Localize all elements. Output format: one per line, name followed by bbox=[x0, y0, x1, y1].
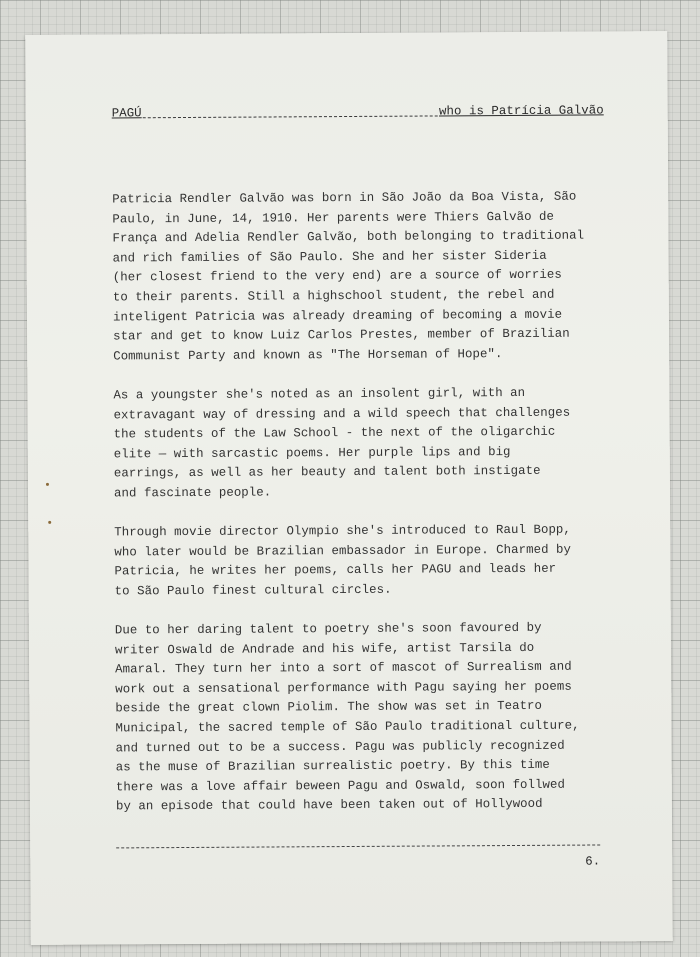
paper-sheet bbox=[25, 31, 673, 945]
paragraph-1: Patricia Rendler Galvão was born in São João da Boa Vista, São Paulo, in June, 14, 1910. Her parents were Thiers Galvão de França and Adelia Rendler Galvão, both belonging to traditional and rich families of São Paulo. She and her sister Sideria (her closest friend to the very end) are a source of worries to their parents. Still a highschool student, the rebel and inteligent Patricia was already dreaming of becoming a movie star and get to know Luiz Carlos Prestes, member of Brazilian Communist Party and known as "The Horseman of Hope". bbox=[112, 189, 585, 364]
header-dashed-rule bbox=[143, 114, 438, 118]
paragraph-3: Through movie director Olympio she's introduced to Raul Bopp, who later would be Brazilian embassador in Europe. Charmed by Patricia, he writes her poems, calls her PAGU and leads her to São Paulo finest cultural circles. bbox=[114, 522, 572, 599]
footer-dashed-rule bbox=[116, 844, 600, 848]
page-number: 6. bbox=[585, 854, 601, 869]
paragraph-2: As a youngster she's noted as an insolent girl, with an extravagant way of dressing and a wild speech that challenges the students of the Law School - the next of the oligarchic elite — with sarcastic poems. Her purple lips and big earrings, as well as her beauty and talent both instigate and fascinate people. bbox=[113, 385, 571, 501]
paper-speck bbox=[48, 521, 51, 524]
page-header bbox=[112, 103, 604, 120]
header-right-title: who is Patrícia Galvão bbox=[438, 103, 604, 119]
paper-speck bbox=[46, 483, 49, 486]
paragraph-4: Due to her daring talent to poetry she's soon favoured by writer Oswald de Andrade and his wife, artist Tarsila do Amaral. They turn her into a sort of mascot of Surrealism and work out a sensational performance with Pagu saying her poems beside the great clown Piolim. The show was set in Teatro Municipal, the sacred temple of São Paulo traditional culture, and turned out to be a success. Pagu was publicly recognized as the muse of Brazilian surrealistic poetry. By this time there was a love affair beween Pagu and Oswald, soon follwed by an episode that could have been taken out of Hollywood bbox=[114, 620, 580, 814]
header-left-title: PAGÚ bbox=[111, 106, 142, 121]
document-body bbox=[112, 187, 636, 837]
